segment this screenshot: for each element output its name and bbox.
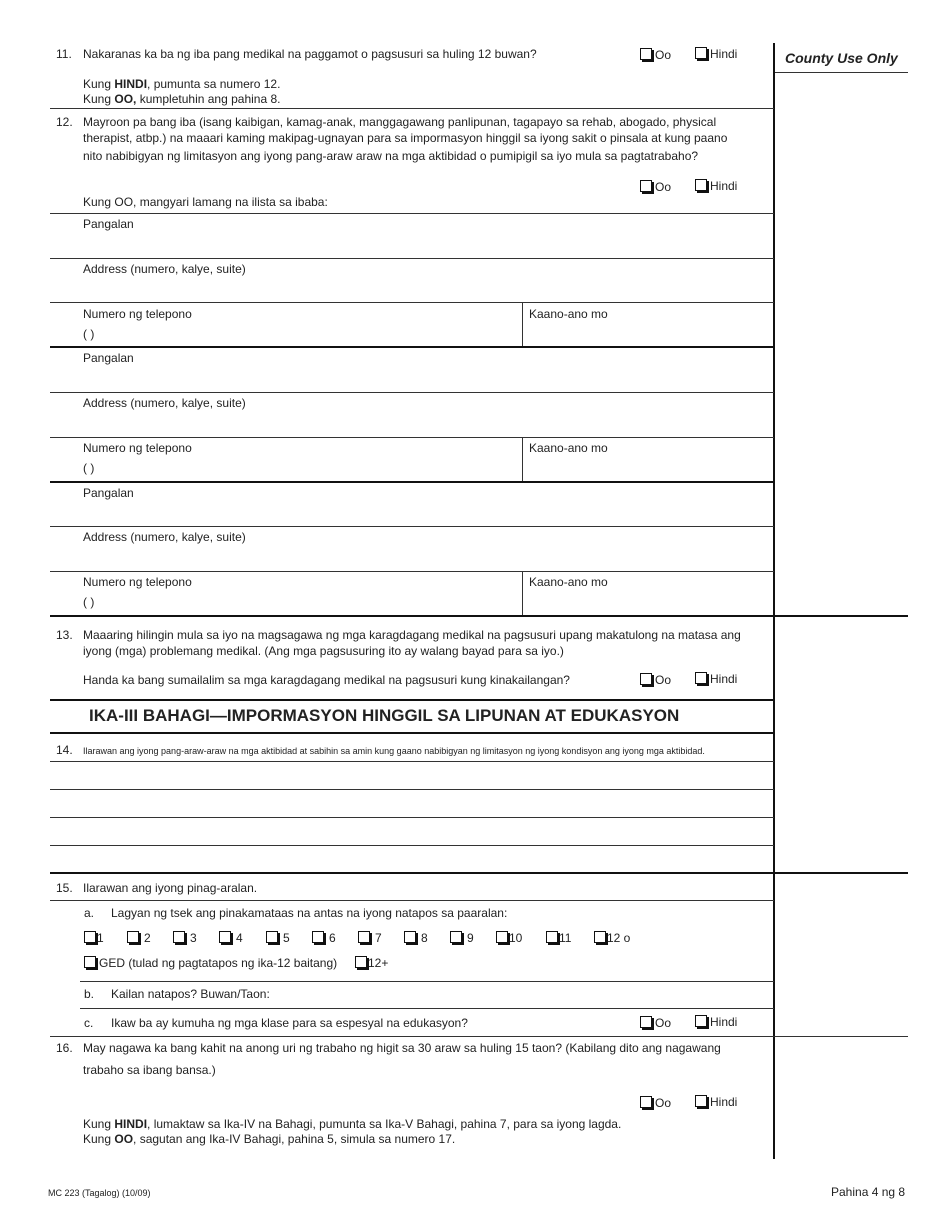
contact2-address-label: Address (numero, kalye, suite) bbox=[83, 396, 246, 410]
q11-number: 11. bbox=[56, 47, 72, 61]
q14-rule-1 bbox=[50, 761, 774, 762]
grade-label-1: 1 bbox=[97, 931, 104, 945]
grade-checkbox-7[interactable] bbox=[358, 931, 370, 943]
q15a-text: Lagyan ng tsek ang pinakamataas na antas na iyong natapos sa paaralan: bbox=[111, 906, 508, 920]
contact1-address-field[interactable] bbox=[80, 277, 770, 301]
q11-instruction-yes: Kung OO, kumpletuhin ang pahina 8. bbox=[83, 92, 281, 106]
contact3-relation-field[interactable] bbox=[526, 590, 770, 612]
q16-instruction-yes: Kung OO, sagutan ang Ika-IV Bahagi, pahina 5, simula sa numero 17. bbox=[83, 1132, 456, 1146]
q12-question: Mayroon pa bang iba (isang kaibigan, kamag-anak, manggagawang panlipunan, tagapayo sa rehab, abogado, physical therapist, atbp.) na maaari kaming makipag-ugnayan para sa impormasyon hinggil sa iyong sakit o pinsala at kung paano bbox=[83, 115, 728, 145]
q16-no-checkbox[interactable] bbox=[695, 1095, 707, 1107]
contact3-phone-field[interactable] bbox=[110, 590, 510, 612]
q16-text: May nagawa ka bang kahit na anong uri ng trabaho ng higit sa 30 araw sa huling 15 taon? (Kabilang dito ang nagawang bbox=[83, 1041, 721, 1055]
q15c-yes-label: Oo bbox=[655, 1016, 672, 1030]
q15-number: 15. bbox=[56, 881, 73, 895]
q12-bottom-rule bbox=[50, 615, 908, 617]
q16-no-option[interactable] bbox=[695, 1094, 737, 1110]
contact1-phone-label: Numero ng telepono bbox=[83, 307, 192, 321]
grade-label-3: 3 bbox=[190, 931, 197, 945]
contact1-name-field[interactable] bbox=[80, 232, 770, 256]
q14-rule-3 bbox=[50, 817, 774, 818]
grade-checkbox-3[interactable] bbox=[173, 931, 185, 943]
grade-label-5: 5 bbox=[283, 931, 290, 945]
q15-head-rule bbox=[50, 900, 774, 901]
contact2-name-field[interactable] bbox=[80, 366, 770, 390]
q14-answer-line-1[interactable] bbox=[52, 763, 770, 788]
county-use-label: County Use Only bbox=[785, 50, 898, 66]
q16-yes-checkbox[interactable] bbox=[640, 1096, 652, 1108]
section3-bottom-rule bbox=[50, 732, 774, 734]
grade-option-4[interactable] bbox=[219, 930, 243, 946]
q12-number: 12. bbox=[56, 115, 73, 129]
contact1-relation-label: Kaano-ano mo bbox=[529, 307, 608, 321]
q14-text: Ilarawan ang iyong pang-araw-araw na mga aktibidad at sabihin sa amin kung gaano nabibigyan ng limitasyon ng iyong kondisyon ang iyong mga aktibidad. bbox=[83, 746, 705, 756]
q15-bottom-rule bbox=[50, 1036, 908, 1037]
contact3-name-field[interactable] bbox=[80, 501, 770, 525]
grade-option-11[interactable] bbox=[546, 930, 571, 946]
q13-yes-label: Oo bbox=[655, 673, 672, 687]
q15c-no-checkbox[interactable] bbox=[695, 1015, 707, 1027]
contact2-relation-label: Kaano-ano mo bbox=[529, 441, 608, 455]
q15c-text: Ikaw ba ay kumuha ng mga klase para sa espesyal na edukasyon? bbox=[111, 1016, 468, 1030]
contact3-name-rule bbox=[50, 526, 774, 527]
q11-no-label: Hindi bbox=[710, 47, 738, 61]
q15b-date-field[interactable] bbox=[280, 984, 770, 1006]
q11-yes-checkbox[interactable] bbox=[640, 48, 652, 60]
grade-label-7: 7 bbox=[375, 931, 382, 945]
contact3-phone-parens: ( ) bbox=[83, 595, 95, 609]
q15c-no-option[interactable] bbox=[695, 1014, 737, 1030]
grade-option-8[interactable] bbox=[404, 930, 428, 946]
q12-list-top-rule bbox=[50, 213, 774, 214]
q11-question: Nakaranas ka ba ng iba pang medikal na paggamot o pagsusuri sa huling 12 buwan? bbox=[83, 47, 537, 61]
q12-yes-label: Oo bbox=[655, 180, 672, 194]
form-id: MC 223 (Tagalog) (10/09) bbox=[48, 1188, 151, 1198]
q14-rule-2 bbox=[50, 789, 774, 790]
grade-option-2[interactable] bbox=[127, 930, 151, 946]
q13-no-label: Hindi bbox=[710, 672, 738, 686]
q15c-no-label: Hindi bbox=[710, 1015, 738, 1029]
q12-yes-option[interactable] bbox=[640, 179, 671, 195]
contact3-relation-label: Kaano-ano mo bbox=[529, 575, 608, 589]
q11-yes-option[interactable] bbox=[640, 47, 671, 63]
contact3-address-rule bbox=[50, 571, 774, 572]
contact1-bottom-rule bbox=[50, 346, 774, 348]
contact1-name-label: Pangalan bbox=[83, 217, 134, 231]
q13-text: Maaaring hilingin mula sa iyo na magsagawa ng mga karagdagang medikal na pagsusuri upang makatulong na matasa ang iyong (mga) problemang medikal. (Ang mga pagsusuring ito ay walang bayad para sa iyo.) bbox=[83, 628, 741, 658]
ged-label: GED (tulad ng pagtatapos ng ika-12 baitang) bbox=[99, 956, 338, 970]
contact2-bottom-rule bbox=[50, 481, 774, 483]
q16-yes-option[interactable] bbox=[640, 1095, 671, 1111]
grade-checkbox-8[interactable] bbox=[404, 931, 416, 943]
q14-answer-line-3[interactable] bbox=[52, 819, 770, 844]
grade-label-10: 10 bbox=[509, 931, 523, 945]
contact1-address-rule bbox=[50, 302, 774, 303]
q14-number: 14. bbox=[56, 743, 73, 757]
q14-bottom-rule bbox=[50, 872, 908, 874]
q11-bottom-rule bbox=[50, 108, 774, 109]
q13-question: Handa ka bang sumailalim sa mga karagdagang medikal na pagsusuri kung kinakailangan? bbox=[83, 673, 570, 687]
q15-text: Ilarawan ang iyong pinag-aralan. bbox=[83, 881, 258, 895]
grade-option-5[interactable] bbox=[266, 930, 290, 946]
q14-answer-line-2[interactable] bbox=[52, 791, 770, 816]
grade-label-8: 8 bbox=[421, 931, 428, 945]
contact2-address-rule bbox=[50, 437, 774, 438]
grade-label-11: 11 bbox=[559, 931, 572, 945]
q12-no-checkbox[interactable] bbox=[695, 179, 707, 191]
contact2-address-field[interactable] bbox=[80, 411, 770, 435]
contact3-address-field[interactable] bbox=[80, 545, 770, 569]
contact1-address-label: Address (numero, kalye, suite) bbox=[83, 262, 246, 276]
contact1-phone-divider bbox=[522, 302, 523, 347]
q12-list-note: Kung OO, mangyari lamang na ilista sa ibaba: bbox=[83, 195, 328, 209]
grade-label-12: 12 o bbox=[607, 931, 631, 945]
ged-checkbox[interactable] bbox=[84, 956, 96, 968]
q13-number: 13. bbox=[56, 628, 73, 642]
q11-no-checkbox[interactable] bbox=[695, 47, 707, 59]
contact1-name-rule bbox=[50, 258, 774, 259]
contact2-phone-divider bbox=[522, 437, 523, 481]
twelve-plus-option[interactable] bbox=[355, 955, 388, 971]
ged-option[interactable] bbox=[84, 955, 337, 971]
contact3-name-label: Pangalan bbox=[83, 486, 134, 500]
twelve-plus-checkbox[interactable] bbox=[355, 956, 367, 968]
q16-no-label: Hindi bbox=[710, 1095, 738, 1109]
grade-checkbox-9[interactable] bbox=[450, 931, 462, 943]
q15c-yes-checkbox[interactable] bbox=[640, 1016, 652, 1028]
grade-checkbox-5[interactable] bbox=[266, 931, 278, 943]
grade-option-1[interactable] bbox=[84, 930, 104, 946]
q12-no-option[interactable] bbox=[695, 178, 737, 194]
q15c-label: c. bbox=[84, 1016, 94, 1030]
q15a-label: a. bbox=[84, 906, 95, 920]
q16-text-cont: trabaho sa ibang bansa.) bbox=[83, 1063, 216, 1077]
q15b-label: b. bbox=[84, 987, 95, 1001]
page-number: Pahina 4 ng 8 bbox=[831, 1185, 906, 1199]
contact3-phone-label: Numero ng telepono bbox=[83, 575, 192, 589]
county-header-rule bbox=[775, 72, 908, 73]
q14-answer-line-4[interactable] bbox=[52, 847, 770, 871]
grade-option-3[interactable] bbox=[173, 930, 197, 946]
twelve-plus-label: 12+ bbox=[368, 956, 389, 970]
grade-checkbox-12[interactable] bbox=[594, 931, 606, 943]
grade-checkbox-11[interactable] bbox=[546, 931, 558, 943]
q12-yes-checkbox[interactable] bbox=[640, 180, 652, 192]
q13-no-option[interactable] bbox=[695, 671, 737, 687]
contact2-phone-parens: ( ) bbox=[83, 461, 95, 475]
grade-checkbox-2[interactable] bbox=[127, 931, 139, 943]
contact1-phone-field[interactable] bbox=[110, 322, 510, 344]
grade-label-2: 2 bbox=[144, 931, 151, 945]
grade-option-10[interactable] bbox=[496, 930, 522, 946]
contact2-relation-field[interactable] bbox=[526, 456, 770, 478]
contact2-phone-label: Numero ng telepono bbox=[83, 441, 192, 455]
grade-checkbox-10[interactable] bbox=[496, 931, 508, 943]
contact3-address-label: Address (numero, kalye, suite) bbox=[83, 530, 246, 544]
q11-yes-label: Oo bbox=[655, 48, 672, 62]
q11-instruction-no: Kung HINDI, pumunta sa numero 12. bbox=[83, 77, 281, 91]
grade-checkbox-6[interactable] bbox=[312, 931, 324, 943]
q13-yes-option[interactable] bbox=[640, 672, 671, 688]
section3-title: IKA-III BAHAGI—IMPORMASYON HINGGIL SA LIPUNAN AT EDUKASYON bbox=[89, 706, 680, 725]
contact3-phone-divider bbox=[522, 571, 523, 615]
q15c-yes-option[interactable] bbox=[640, 1015, 671, 1031]
q13-bottom-rule bbox=[50, 699, 774, 701]
q16-number: 16. bbox=[56, 1041, 73, 1055]
q12-no-label: Hindi bbox=[710, 179, 738, 193]
q12-question-cont: nito nabibigyan ng limitasyon ang iyong pang-araw araw na mga aktibidad o pumipigil sa iyo mula sa pagtatrabaho? bbox=[83, 149, 699, 163]
grade-option-9[interactable] bbox=[450, 930, 474, 946]
contact2-phone-field[interactable] bbox=[110, 456, 510, 478]
grade-option-7[interactable] bbox=[358, 930, 382, 946]
contact2-name-rule bbox=[50, 392, 774, 393]
q16-instruction-no: Kung HINDI, lumaktaw sa Ika-IV na Bahagi, pumunta sa Ika-V Bahagi, pahina 7, para sa iyong lagda. bbox=[83, 1117, 622, 1131]
q15b-bottom-rule bbox=[80, 1008, 774, 1009]
grade-label-6: 6 bbox=[329, 931, 336, 945]
contact1-phone-parens: ( ) bbox=[83, 327, 95, 341]
county-column-divider bbox=[773, 43, 775, 1159]
grade-checkbox-1[interactable] bbox=[84, 931, 96, 943]
q14-rule-4 bbox=[50, 845, 774, 846]
grade-label-9: 9 bbox=[467, 931, 474, 945]
grade-option-6[interactable] bbox=[312, 930, 336, 946]
contact1-relation-field[interactable] bbox=[526, 322, 770, 344]
q16-yes-label: Oo bbox=[655, 1096, 672, 1110]
grade-option-12[interactable] bbox=[594, 930, 630, 946]
q13-yes-checkbox[interactable] bbox=[640, 673, 652, 685]
grade-checkbox-4[interactable] bbox=[219, 931, 231, 943]
q11-no-option[interactable] bbox=[695, 46, 737, 62]
q15b-text: Kailan natapos? Buwan/Taon: bbox=[111, 987, 270, 1001]
q15a-bottom-rule bbox=[80, 981, 774, 982]
q13-no-checkbox[interactable] bbox=[695, 672, 707, 684]
contact2-name-label: Pangalan bbox=[83, 351, 134, 365]
grade-label-4: 4 bbox=[236, 931, 243, 945]
